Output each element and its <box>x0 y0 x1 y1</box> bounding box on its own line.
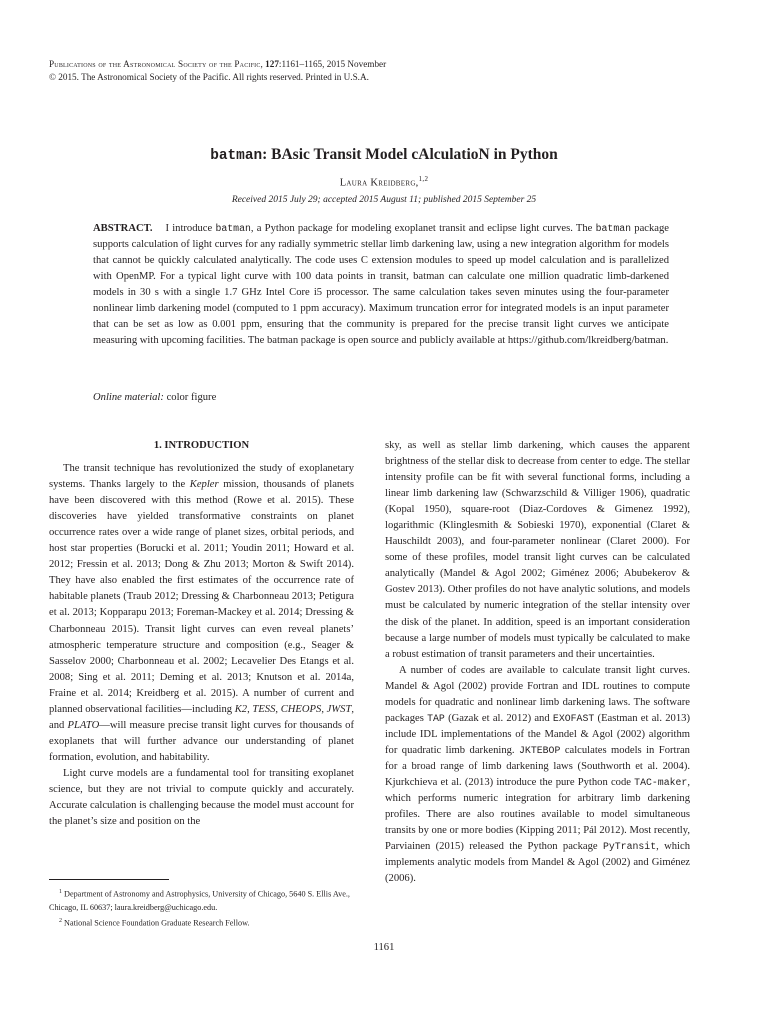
abstract-label: ABSTRACT. <box>93 223 153 234</box>
code-tap: TAP <box>427 712 445 724</box>
intro-paragraph-1 <box>49 461 354 766</box>
online-material-value: color figure <box>163 392 217 403</box>
sep-3: , <box>321 703 327 715</box>
code-jktebop: JKTEBOP <box>519 744 561 756</box>
journal-volume: 127 <box>265 59 279 69</box>
abstract <box>93 221 669 349</box>
right-column <box>385 438 690 887</box>
author-line <box>0 175 768 189</box>
plato-italic: PLATO <box>67 719 100 731</box>
abstract-text-3: package supports calculation of light curves for any radially symmetric stellar limb darkening law, using a new integration algorithm for models that cannot be quickly calculated analytically. The code uses C extension modules to speed up model calculation and is parallelized with OpenMP. For a typical light curve with 100 data points in transit, batman can calculate one million quadratic limb-darkened models in 30 s with a single 1.7 GHz Intel Core i5 processor. The same calculation takes seven minutes using the four-parameter nonlinear limb darkening model (computed to 1 ppm accuracy). Maximum truncation error for integrated models is an input parameter that can be set as low as 0.001 ppm, ensuring that the community is prepared for the precise transit light curves we anticipate measuring with upcoming facilities. The batman package is open source and publicly available at https://github.com/lkreidberg/batman. <box>93 223 669 346</box>
footnote-2 <box>49 915 354 930</box>
journal-pages-date: :1161–1165, 2015 November <box>278 59 387 69</box>
footnote-1 <box>49 886 354 915</box>
right-p2-text-c: (Eastman et al. 2013) include IDL implementations of the Mandel & Agol (2002) algorithm for quadratic limb darkening. <box>385 712 690 756</box>
intro-paragraph-2: Light curve models are a fundamental tool for transiting exoplanet science, but they are not trivial to compute quickly and accurately. Accurate calculation is challenging because the model must account for the planet’s size and position on the <box>49 767 354 828</box>
code-exofast: EXOFAST <box>552 712 595 724</box>
kepler-italic: Kepler <box>189 479 219 491</box>
sep-4: , and <box>49 703 355 731</box>
journal-header <box>49 58 386 84</box>
jwst-italic: JWST <box>326 703 352 715</box>
copyright-line: © 2015. The Astronomical Society of the Pacific. All rights reserved. Printed in U.S.A. <box>49 72 369 82</box>
tess-italic: TESS <box>252 703 276 715</box>
citation-separator: , <box>260 59 266 69</box>
footnote-1-mark: 1 <box>59 889 62 895</box>
footnote-2-text: National Science Foundation Graduate Research Fellow. <box>62 918 250 928</box>
title-code-name: batman <box>210 148 263 164</box>
sep-2: , <box>275 703 281 715</box>
journal-citation <box>49 58 386 71</box>
footnote-2-mark: 2 <box>59 917 62 924</box>
right-p2-text-b: (Gazak et al. 2012) and <box>444 712 553 724</box>
sep-1: , <box>247 703 253 715</box>
abstract-code-1: batman <box>215 223 251 234</box>
left-column <box>49 438 354 830</box>
abstract-code-2: batman <box>595 223 632 234</box>
intro-p1-text-c: —will measure precise transit light curves for thousands of exoplanets that will further advance our understanding of planet formation, evolution, and habitability. <box>49 719 355 763</box>
paper-title <box>0 146 768 164</box>
abstract-text-1: I introduce <box>165 223 216 234</box>
right-p2-text-e: , which performs numeric integration for arbitrary limb darkening profiles. There are also routines available to model simultaneous transits by one or more bodies (Kipping 2011; Pál 2012). Most recently, Parviainen (2015) released the Python package <box>385 776 690 853</box>
intro-p1-text-b: mission, thousands of planets have been discovered with this method (Rowe et al. 2015). These discoveries have yielded transformative constraints on planet occurrence rates over a wide range of planet sizes, orbital periods, and host star properties (Borucki et al. 2011; Youdin 2011; Howard et al. 2012; Fressin et al. 2013; Dong & Zhu 2013; Morton & Swift 2014). They have also enabled the first estimates of the occurrence rate of habitable planets (Traub 2012; Dressing & Charbonneau 2013; Petigura et al. 2013; Kopparapu 2013; Foreman-Mackey et al. 2014; Dressing & Charbonneau 2015). Transit light curves can even reveal planets’ atmospheric temperature structure and composition (e.g., Seager & Sasselov 2000; Charbonneau et al. 2002; Lecavelier Des Etangs et al. 2008; Sing et al. 2011; Deming et al. 2013; Knutson et al. 2014a, Fraine et al. 2014; Kreidberg et al. 2015). A number of current and planned observational facilities—including <box>49 479 354 715</box>
journal-name: Publications of the Astronomical Society of the Pacific <box>49 59 261 69</box>
cheops-italic: CHEOPS <box>280 703 322 715</box>
right-p2-text-a: A number of codes are available to calculate transit light curves. Mandel & Agol (2002) provide Fortran and IDL routines to compute models for quadratic and nonlinear limb darkening laws. The software packages <box>385 664 690 724</box>
right-p2-text-f: , which implements analytic models from Mandel & Agol (2002) and Giménez (2006). <box>385 841 690 885</box>
k2-italic: K2 <box>234 703 248 715</box>
author-affiliation-marks: 1,2 <box>418 175 429 183</box>
section-heading-introduction: 1. INTRODUCTION <box>153 440 250 451</box>
author-name: Laura Kreidberg, <box>339 177 419 189</box>
code-pytransit: PyTransit <box>602 841 657 853</box>
footnote-1-text: Department of Astronomy and Astrophysics, University of Chicago, 5640 S. Ellis Ave., Chicago, IL 60637; laura.kreidberg@uchicago.edu. <box>49 889 350 913</box>
page-number: 1161 <box>373 942 395 953</box>
right-paragraph-2 <box>385 663 690 888</box>
online-material <box>93 392 216 403</box>
title-rest: : BAsic Transit Model cAlculatioN in Python <box>262 146 558 163</box>
abstract-text-2: , a Python package for modeling exoplanet transit and eclipse light curves. The <box>250 223 596 234</box>
intro-p1-text-a: The transit technique has revolutionized the study of exoplanetary systems. Thanks largely to the <box>49 463 354 491</box>
footnotes <box>49 886 354 930</box>
online-material-label: Online material: <box>93 392 164 403</box>
publication-dates: Received 2015 July 29; accepted 2015 August 11; published 2015 September 25 <box>231 195 537 205</box>
footnote-divider <box>49 879 169 880</box>
right-paragraph-1: sky, as well as stellar limb darkening, which causes the apparent brightness of the stellar disk to decrease from center to edge. The stellar intensity profile can be fit with several functional forms, including a linear limb darkening law (Schwarzschild & Villiger 1906), quadratic (Kopal 1950), square-root (Diaz-Cordoves & Gimenez 1992), logarithmic (Klinglesmith & Sobieski 1970), exponential (Claret & Hauschildt 2003), and four-parameter nonlinear (Claret 2000). For some of these profiles, model transit light curves can be calculated analytically (Mandel & Agol 2002; Giménez 2006; Abubekerov & Gostev 2013). Other profiles do not have analytic solutions, and models must be calculated by numeric integration of the stellar intensity over the disk of the planet. In addition, speed is an important consideration because a large number of models must typically be calculated to make a robust estimation of transit parameters and their uncertainties. <box>385 440 690 660</box>
right-p2-text-d: calculates models in Fortran for a broad range of limb darkening laws (Southworth et al. 2004). Kjurkchieva et al. (2013) introduce the pure Python code <box>385 744 690 788</box>
code-tac-maker: TAC-maker <box>634 776 688 788</box>
